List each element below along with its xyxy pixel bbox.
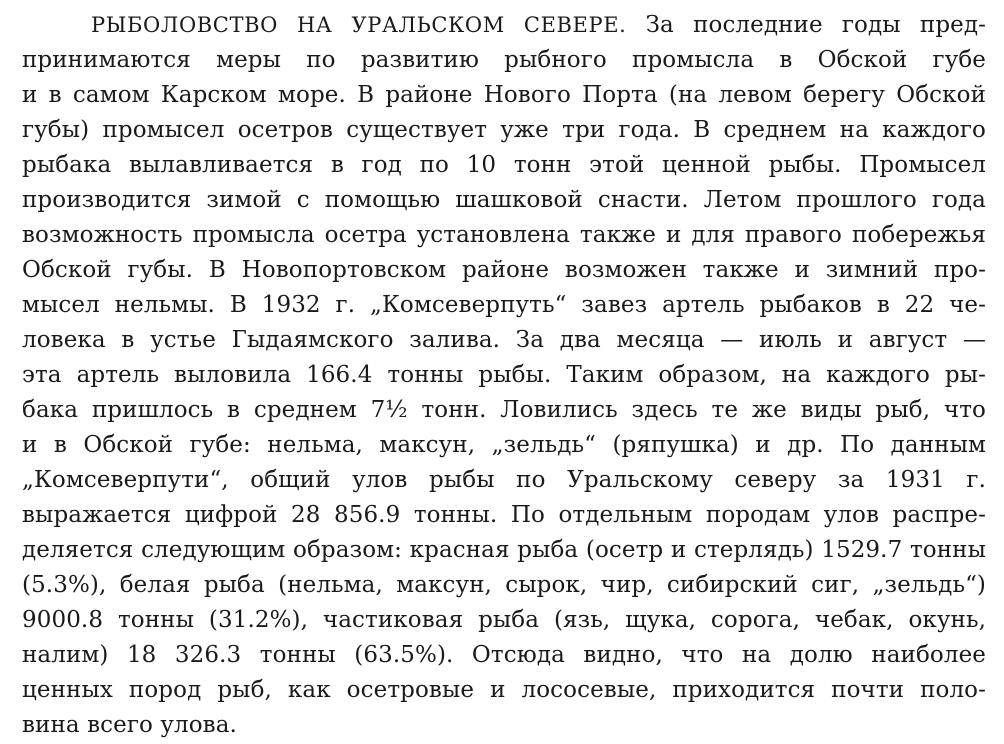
text-line: вина всего улова. — [22, 712, 237, 738]
text-line: ловека в устье Гыдаямского залива. За два месяца — июль и август — — [22, 327, 986, 353]
text-line: „Комсеверпути“, общий улов рыбы по Уральскому северу за 1931 г. — [22, 467, 986, 493]
text-line: Обской губы. В Новопортовском районе возможен также и зимний про- — [22, 257, 986, 283]
text-line: 9000.8 тонны (31.2%), частиковая рыба (язь, щука, сорога, чебак, окунь, — [22, 607, 986, 633]
text-line — [22, 8, 986, 43]
text-line: выражается цифрой 28 856.9 тонны. По отдельным породам улов распре- — [22, 502, 986, 528]
text-line: и в Обской губе: нельма, максун, „зельдь“ (ряпушка) и др. По данным — [22, 432, 986, 458]
text-line: налим) 18 326.3 тонны (63.5%). Отсюда видно, что на долю наиболее — [22, 642, 986, 668]
text-line: мысел нельмы. В 1932 г. „Комсеверпуть“ завез артель рыбаков в 22 че- — [22, 292, 986, 318]
text-line: возможность промысла осетра установлена также и для правого побережья — [22, 222, 986, 248]
text-line: (5.3%), белая рыба (нельма, максун, сырок, чир, сибирский сиг, „зельдь“) — [22, 572, 986, 598]
text-line: эта артель выловила 166.4 тонны рыбы. Таким образом, на каждого ры- — [22, 362, 986, 388]
text-line: и в самом Карском море. В районе Нового Порта (на левом берегу Обской — [22, 82, 986, 108]
text-line: бака пришлось в среднем 7½ тонн. Ловились здесь те же виды рыб, что — [22, 397, 986, 423]
article-text — [22, 8, 986, 743]
text-line: принимаются меры по развитию рыбного промысла в Обской губе — [22, 47, 986, 73]
text-line-content: За последние годы пред- — [626, 12, 986, 38]
text-line: рыбака вылавливается в год по 10 тонн этой ценной рыбы. Промысел — [22, 152, 986, 178]
text-line: ценных пород рыб, как осетровые и лососевые, приходится почти поло- — [22, 677, 986, 703]
text-line: деляется следующим образом: красная рыба (осетр и стерлядь) 1529.7 тонны — [22, 537, 986, 563]
text-line: губы) промысел осетров существует уже три года. В среднем на каждого — [22, 117, 986, 143]
text-line: производится зимой с помощью шашковой снасти. Летом прошлого года — [22, 187, 986, 213]
article-heading: РЫБОЛОВСТВО НА УРАЛЬСКОМ СЕВЕРЕ. — [91, 13, 627, 37]
